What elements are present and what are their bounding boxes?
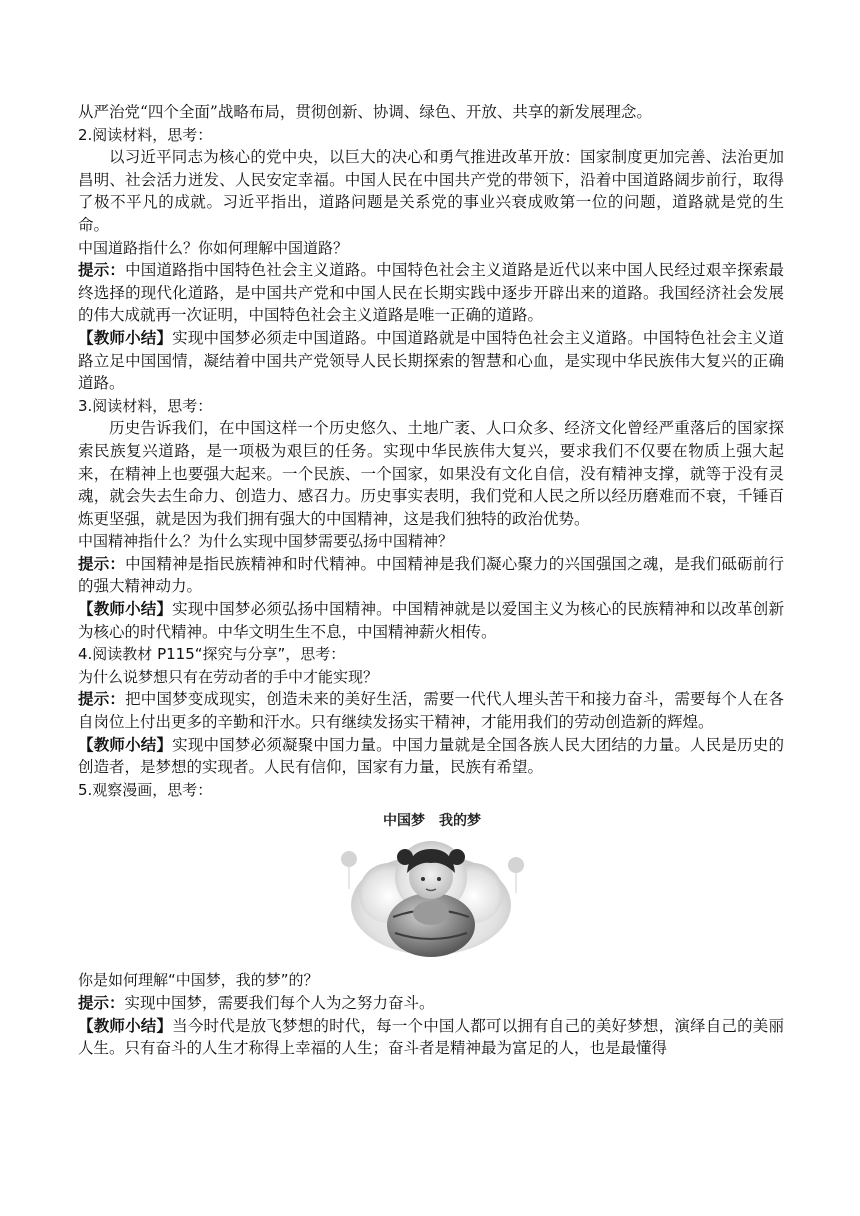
hint-text: 中国精神是指民族精神和时代精神。中国精神是我们凝心聚力的兴国强国之魂，是我们砥砺前行的强大精神动力。	[78, 554, 784, 596]
section-4-heading: 4.阅读教材 P115“探究与分享”，思考：	[78, 645, 346, 664]
section-3-material: 历史告诉我们，在中国这样一个历史悠久、土地广袤、人口众多、经济文化曾经严重落后的国家探索民族复兴道路，是一项极为艰巨的任务。实现中华民族伟大复兴，要求我们不仅要在物质上强大起来，在精神上也要强大起来。一个民族、一个国家，如果没有文化自信，没有精神支撑，就等于没有灵魂，就会失去生命力、创造力、感召力。历史事实表明，我们党和人民之所以经历磨难而不衰，千锤百炼更坚强，就是因为我们拥有强大的中国精神，这是我们独特的政治优势。	[78, 419, 784, 528]
cartoon-caption: 中国梦 我的梦	[383, 813, 481, 830]
summary-text: 当今时代是放飞梦想的时代，每一个中国人都可以拥有自己的美好梦想，演绎自己的美丽人生。只有奋斗的人生才称得上幸福的人生；奋斗者是精神最为富足的人，也是最懂得	[78, 1016, 784, 1058]
summary-text: 实现中国梦必须凝聚中国力量。中国力量就是全国各族人民大团结的力量。人民是历史的创造者，是梦想的实现者。人民有信仰，国家有力量，民族有希望。	[78, 735, 784, 777]
hint-text: 把中国梦变成现实，创造未来的美好生活，需要一代代人埋头苦干和接力奋斗，需要每个人在各自岗位上付出更多的辛勤和汗水。只有继续发扬实干精神，才能用我们的劳动创造新的辉煌。	[78, 690, 784, 732]
summary-label: 【教师小结】	[78, 735, 173, 754]
hint-label: 提示：	[78, 994, 125, 1012]
summary-label: 【教师小结】	[78, 328, 173, 347]
document-page	[78, 101, 784, 1060]
section-5-hint	[78, 992, 784, 1015]
summary-text: 实现中国梦必须走中国道路。中国道路就是中国特色社会主义道路。中国特色社会主义道路立足中国国情，凝结着中国共产党领导人民长期探索的智慧和心血，是实现中华民族伟大复兴的正确道路。	[78, 328, 784, 393]
summary-text: 实现中国梦必须弘扬中国精神。中国精神就是以爱国主义为核心的民族精神和以改革创新为核心的时代精神。中华文明生生不息，中国精神薪火相传。	[78, 600, 784, 641]
summary-label: 【教师小结】	[78, 1016, 173, 1035]
section-3-hint	[78, 553, 784, 598]
hint-label: 提示：	[78, 690, 126, 709]
section-3-summary	[78, 598, 784, 643]
cartoon-image	[331, 805, 531, 965]
section-2-material: 以习近平同志为核心的党中央，以巨大的决心和勇气推进改革开放：国家制度更加完善、法治更加昌明、社会活力迸发、人民安定幸福。中国人民在中国共产党的带领下，沿着中国道路阔步前行，取得了极不平凡的成就。习近平指出，道路问题是关系党的事业兴衰成败第一位的问题，道路就是党的生命。	[78, 148, 784, 234]
section-3-heading: 3.阅读材料，思考：	[78, 396, 213, 415]
section-2-summary	[78, 327, 784, 395]
section-3-question: 中国精神指什么？为什么实现中国梦需要弘扬中国精神？	[78, 532, 454, 551]
section-4-hint	[78, 688, 784, 733]
hint-label: 提示：	[78, 261, 126, 280]
hint-text: 实现中国梦，需要我们每个人为之努力奋斗。	[124, 994, 435, 1012]
section-2-question: 中国道路指什么？你如何理解中国道路？	[78, 238, 349, 257]
section-5-heading: 5.观察漫画，思考：	[78, 780, 213, 799]
section-4-summary	[78, 734, 784, 779]
section-2-hint	[78, 259, 784, 327]
summary-label: 【教师小结】	[78, 600, 173, 619]
intro-line: 从严治党“四个全面”战略布局，贯彻创新、协调、绿色、开放、共享的新发展理念。	[78, 103, 652, 121]
section-2-heading: 2.阅读材料，思考：	[78, 125, 213, 144]
section-5-question: 你是如何理解“中国梦，我的梦”的？	[78, 971, 319, 990]
hint-text: 中国道路指中国特色社会主义道路。中国特色社会主义道路是近代以来中国人民经过艰辛探索最终选择的现代化道路，是中国共产党和中国人民在长期实践中逐步开辟出来的道路。我国经济社会发展的伟大成就再一次证明，中国特色社会主义道路是唯一正确的道路。	[78, 261, 784, 325]
section-4-question: 为什么说梦想只有在劳动者的手中才能实现？	[78, 667, 379, 686]
hint-label: 提示：	[78, 554, 126, 573]
section-5-summary	[78, 1015, 784, 1060]
cartoon-figure	[78, 801, 784, 969]
